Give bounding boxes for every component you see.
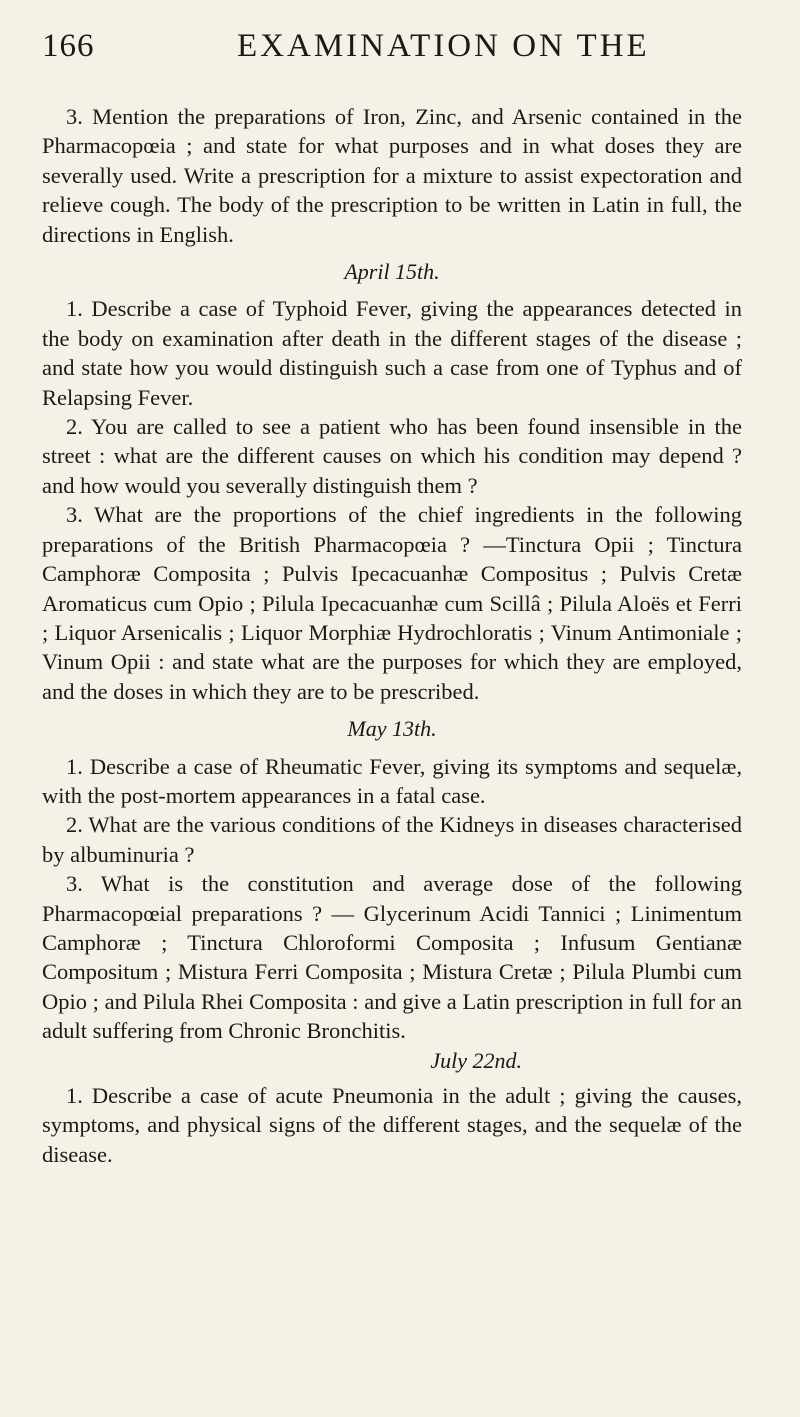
question-3-opening: 3. Mention the preparations of Iron, Zinc, and Arsenic contained in the Pharmacopœia ; and state for what purposes and in what doses they are severally used. Write a prescription for a mixture to assist expectoration and relieve cough. The body of the prescription to be written in Latin in full, the directions in English. bbox=[42, 104, 742, 247]
running-head bbox=[42, 28, 742, 84]
question-2-may: 2. What are the various conditions of the Kidneys in diseases characterised by albuminuria ? bbox=[42, 812, 742, 867]
question-1-july: 1. Describe a case of acute Pneumonia in the adult ; giving the causes, symptoms, and physical signs of the different stages, and the sequelæ of the disease. bbox=[42, 1083, 742, 1167]
section-july bbox=[42, 1046, 742, 1170]
question-1-may: 1. Describe a case of Rheumatic Fever, giving its symptoms and sequelæ, with the post-mortem appearances in a fatal case. bbox=[42, 753, 742, 808]
section-april bbox=[42, 257, 742, 706]
section-may bbox=[42, 714, 742, 1045]
section-date-april: April 15th. bbox=[344, 259, 440, 285]
question-3-may: 3. What is the constitution and average dose of the following Pharmacopœial preparations ? — Glycerinum Acidi Tannici ; Linimentum Camphoræ ; Tinctura Chloroformi Composita ; Infusum Gentianæ Compositum ; Mistura Ferri Composita ; Mistura Cretæ ; Pilula Plumbi cum Opio ; and Pilula Rhei Composita : and give a Latin prescription in full for an adult suffering from Chronic Bronchitis. bbox=[42, 871, 742, 1044]
page-number: 166 bbox=[42, 28, 95, 64]
question-2-april: 2. You are called to see a patient who has been found insensible in the street : what are the different causes on which his condition may depend ? and how would you severally distinguish them ? bbox=[42, 414, 742, 498]
section-date-july: July 22nd. bbox=[430, 1047, 522, 1073]
section-opening bbox=[42, 102, 742, 249]
running-title: EXAMINATION ON THE bbox=[237, 28, 650, 64]
section-date-may: May 13th. bbox=[347, 716, 437, 742]
question-3-april: 3. What are the proportions of the chief ingredients in the following preparations of the British Pharmacopœia ? —Tinctura Opii ; Tinctura Camphoræ Composita ; Pulvis Ipecacuanhæ Compositus ; Pulvis Cretæ Aromaticus cum Opio ; Pilula Ipecacuanhæ cum Scillâ ; Pilula Aloës et Ferri ; Liquor Arsenicalis ; Liquor Morphiæ Hydrochloratis ; Vinum Antimoniale ; Vinum Opii : and state what are the purposes for which they are employed, and the doses in which they are to be prescribed. bbox=[42, 502, 742, 704]
question-1-april: 1. Describe a case of Typhoid Fever, giving the appearances detected in the body on examination after death in the different stages of the disease ; and state how you would distinguish such a case from one of Typhus and of Relapsing Fever. bbox=[42, 296, 742, 410]
